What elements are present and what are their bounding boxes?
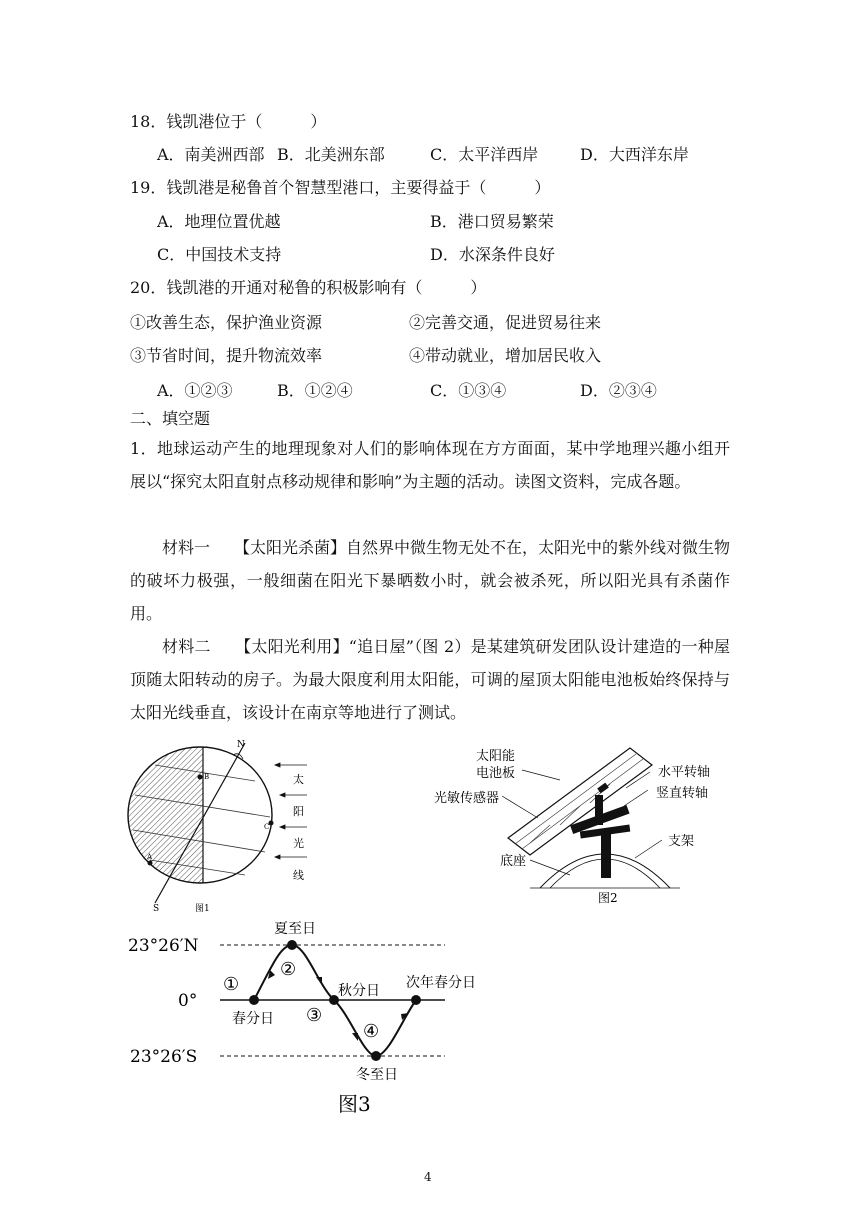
horizontal-axis-label: 水平转轴 bbox=[658, 765, 711, 780]
q20-option-a: A．①②③ bbox=[157, 381, 233, 400]
vertical-axis-label: 竖直转轴 bbox=[656, 786, 709, 801]
sunlight-char-2: 阳 bbox=[293, 805, 304, 818]
q19-option-d: D．水深条件良好 bbox=[430, 245, 555, 264]
q20-statement-2: ②完善交通，促进贸易往来 bbox=[409, 313, 602, 332]
q18-option-a: A．南美洲西部 bbox=[157, 145, 265, 164]
lat-s-label: 23°26′S bbox=[130, 1047, 198, 1067]
fig3-caption: 图3 bbox=[338, 1092, 371, 1116]
q20-statement-3: ③节省时间，提升物流效率 bbox=[130, 346, 323, 365]
q19-stem: 19．钱凯港是秘鲁首个智慧型港口，主要得益于（ ） bbox=[130, 178, 551, 197]
q19-option-b: B．港口贸易繁荣 bbox=[430, 212, 554, 231]
panel-label-2: 电池板 bbox=[476, 766, 516, 781]
material-1: 材料一 【太阳光杀菌】自然界中微生物无处不在，太阳光中的紫外线对微生物的破坏力极强，一般细菌在阳光下暴晒数小时，就会被杀死，所以阳光具有杀菌作用。 bbox=[130, 538, 731, 623]
page-number: 4 bbox=[424, 1170, 432, 1184]
q20-statement-1: ①改善生态，保护渔业资源 bbox=[130, 313, 323, 332]
stage-3-label: ③ bbox=[306, 1005, 323, 1026]
point-b-label: B bbox=[204, 773, 210, 781]
point-c-label: C bbox=[264, 823, 270, 831]
fig1-caption: 图1 bbox=[195, 904, 210, 914]
sensor-label: 光敏传感器 bbox=[434, 791, 500, 806]
panel-label-1: 太阳能 bbox=[476, 749, 516, 764]
sunlight-char-1: 太 bbox=[293, 773, 304, 786]
summer-solstice-label: 夏至日 bbox=[274, 921, 316, 937]
q20-option-b: B．①②④ bbox=[277, 381, 353, 400]
equator-label: 0° bbox=[178, 991, 198, 1011]
q18-option-d: D．大西洋东岸 bbox=[580, 145, 689, 164]
bracket-label: 支架 bbox=[668, 834, 695, 849]
winter-solstice-label: 冬至日 bbox=[356, 1067, 398, 1083]
q20-stem: 20．钱凯港的开通对秘鲁的积极影响有（ ） bbox=[130, 278, 487, 297]
figure-2 bbox=[430, 740, 740, 905]
q19-option-c: C．中国技术支持 bbox=[157, 245, 282, 264]
autumn-equinox-label: 秋分日 bbox=[338, 983, 380, 999]
q19-option-a: A．地理位置优越 bbox=[157, 212, 281, 231]
base-label: 底座 bbox=[500, 854, 527, 869]
spring-equinox-label: 春分日 bbox=[232, 1011, 274, 1027]
q18-option-c: C．太平洋西岸 bbox=[430, 145, 539, 164]
q1-intro: 1．地球运动产生的地理现象对人们的影响体现在方方面面，某中学地理兴趣小组开展以“探究太阳直射点移动规律和影响”为主题的活动。读图文资料，完成各题。 bbox=[130, 439, 730, 491]
q20-option-c: C．①③④ bbox=[430, 381, 507, 400]
q18-stem: 18．钱凯港位于（ ） bbox=[130, 112, 327, 131]
section-title: 二、填空题 bbox=[130, 409, 211, 428]
fig2-caption: 图2 bbox=[598, 891, 618, 905]
south-label: S bbox=[153, 904, 160, 914]
stage-1-label: ① bbox=[223, 974, 240, 995]
stage-4-label: ④ bbox=[363, 1021, 380, 1042]
sunlight-char-3: 光 bbox=[293, 837, 304, 850]
north-label: N bbox=[237, 740, 245, 750]
material-2: 材料二 【太阳光利用】“追日屋”（图 2）是某建筑研发团队设计建造的一种屋顶随太阳转动的房子。为最大限度利用太阳能，可调的屋顶太阳能电池板始终保持与太阳光线垂直，该设计在南京等地进行了测试。 bbox=[130, 637, 730, 722]
figure-1 bbox=[125, 735, 325, 915]
figure-3 bbox=[120, 915, 510, 1120]
q20-statement-4: ④带动就业，增加居民收入 bbox=[409, 346, 602, 365]
sunlight-char-4: 线 bbox=[293, 869, 304, 882]
q20-option-d: D．②③④ bbox=[580, 381, 657, 400]
next-spring-equinox-label: 次年春分日 bbox=[406, 975, 476, 991]
point-a-label: A bbox=[147, 853, 153, 861]
stage-2-label: ② bbox=[280, 959, 297, 980]
q18-option-b: B．北美洲东部 bbox=[277, 145, 385, 164]
lat-n-label: 23°26′N bbox=[128, 936, 199, 956]
